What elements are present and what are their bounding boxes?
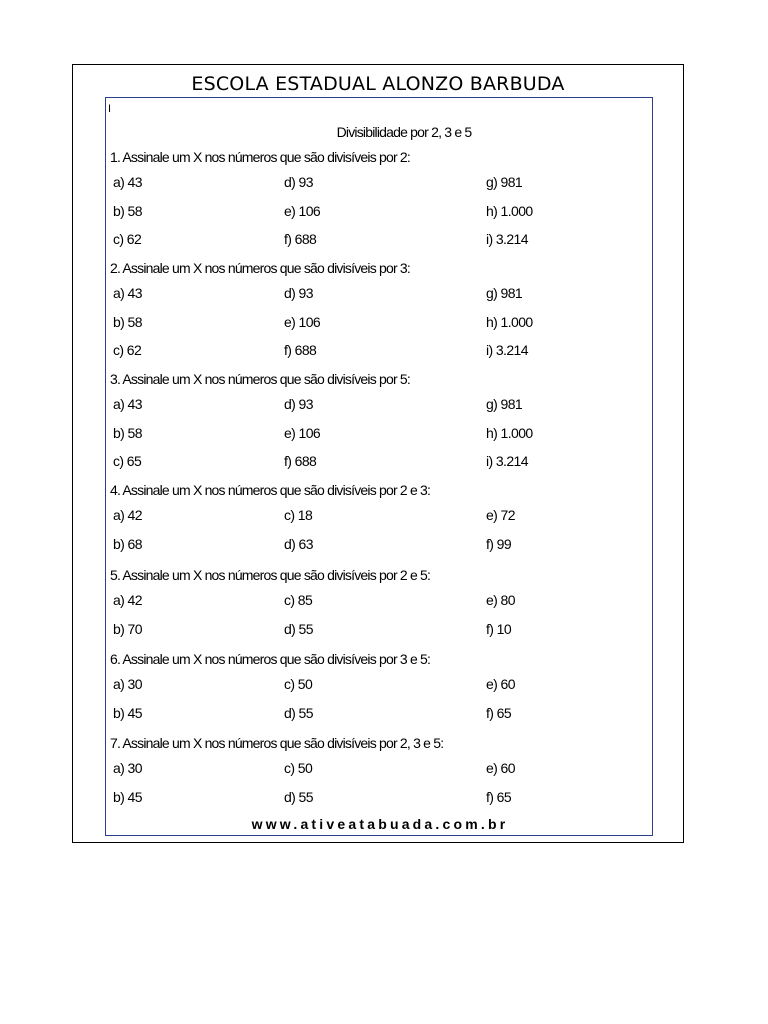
answer-option: c) 62 [113, 342, 142, 358]
question-title: 4. Assinale um X nos números que são divisíveis por 2 e 3: [110, 482, 431, 498]
answer-option: a) 43 [113, 396, 142, 412]
answer-option: h) 1.000 [486, 424, 533, 441]
question-title: 5. Assinale um X nos números que são divisíveis por 2 e 5: [110, 567, 431, 583]
answer-option: b) 70 [113, 620, 142, 637]
question-title: 1. Assinale um X nos números que são divisíveis por 2: [110, 149, 410, 165]
answer-option: d) 63 [284, 535, 313, 552]
answer-option: c) 50 [284, 676, 313, 692]
question-title: 3. Assinale um X nos números que são divisíveis por 5: [110, 371, 410, 387]
question-title: 6. Assinale um X nos números que são divisíveis por 3 e 5: [110, 651, 431, 667]
answer-option: f) 10 [486, 620, 512, 637]
answer-option: f) 65 [486, 788, 512, 805]
answer-option: d) 55 [284, 704, 313, 721]
answer-option: c) 62 [113, 231, 142, 247]
answer-option: a) 42 [113, 592, 142, 608]
answer-option: b) 45 [113, 704, 142, 721]
answer-option: e) 60 [486, 676, 515, 692]
answer-option: f) 688 [284, 231, 317, 247]
answer-option: a) 43 [113, 285, 142, 301]
footer-url: www.ativeatabuada.com.br [251, 816, 509, 832]
answer-option: i) 3.214 [486, 342, 528, 358]
answer-option: b) 58 [113, 202, 142, 219]
answer-option: f) 99 [486, 535, 512, 552]
worksheet-frame [105, 97, 653, 836]
worksheet-title: Divisibilidade por 2, 3 e 5 [336, 124, 472, 140]
answer-option: d) 55 [284, 788, 313, 805]
answer-option: f) 688 [284, 453, 317, 469]
answer-option: b) 68 [113, 535, 142, 552]
answer-option: c) 85 [284, 592, 313, 608]
answer-option: d) 55 [284, 620, 313, 637]
answer-option: h) 1.000 [486, 313, 533, 330]
answer-option: a) 30 [113, 760, 142, 776]
answer-option: i) 3.214 [486, 231, 528, 247]
answer-option: b) 58 [113, 424, 142, 441]
answer-option: d) 93 [284, 285, 313, 301]
answer-option: e) 80 [486, 592, 515, 608]
answer-option: g) 981 [486, 174, 523, 190]
answer-option: c) 65 [113, 453, 142, 469]
page-frame [72, 64, 684, 843]
answer-option: h) 1.000 [486, 202, 533, 219]
answer-option: c) 50 [284, 760, 313, 776]
answer-option: b) 45 [113, 788, 142, 805]
answer-option: f) 688 [284, 342, 317, 358]
answer-option: e) 106 [284, 424, 321, 441]
answer-option: f) 65 [486, 704, 512, 721]
answer-option: b) 58 [113, 313, 142, 330]
answer-option: e) 60 [486, 760, 515, 776]
answer-option: a) 42 [113, 507, 142, 523]
answer-option: a) 30 [113, 676, 142, 692]
question-title: 7. Assinale um X nos números que são divisíveis por 2, 3 e 5: [110, 735, 444, 751]
school-title: ESCOLA ESTADUAL ALONZO BARBUDA [191, 73, 565, 95]
answer-option: e) 106 [284, 202, 321, 219]
answer-option: a) 43 [113, 174, 142, 190]
answer-option: e) 72 [486, 507, 515, 523]
answer-option: g) 981 [486, 285, 523, 301]
question-title: 2. Assinale um X nos números que são divisíveis por 3: [110, 260, 410, 276]
answer-option: i) 3.214 [486, 453, 528, 469]
answer-option: g) 981 [486, 396, 523, 412]
answer-option: e) 106 [284, 313, 321, 330]
answer-option: c) 18 [284, 507, 313, 523]
text-cursor-mark: I [108, 103, 112, 115]
answer-option: d) 93 [284, 396, 313, 412]
answer-option: d) 93 [284, 174, 313, 190]
